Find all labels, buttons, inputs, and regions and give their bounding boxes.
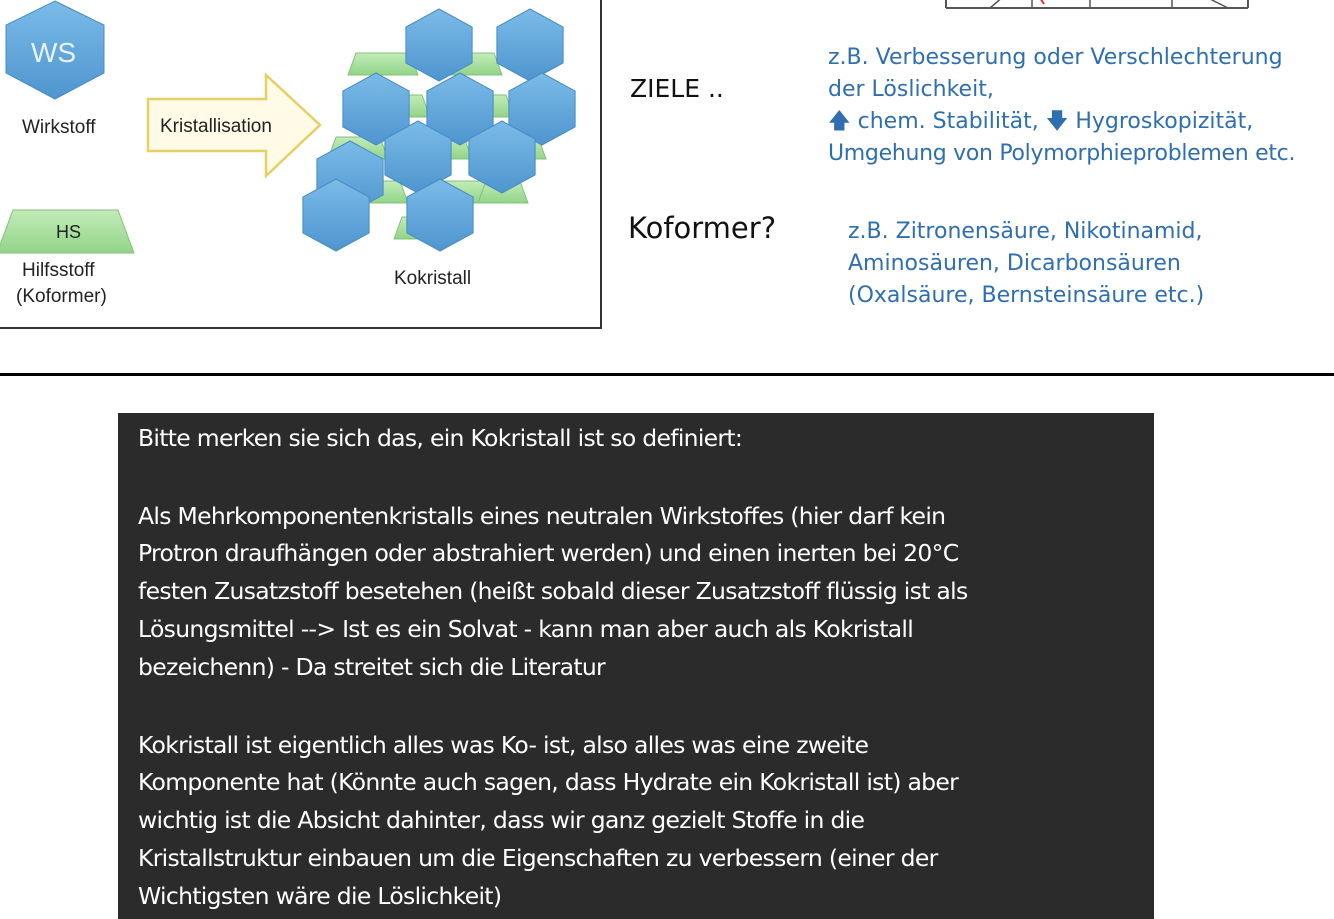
comment-p1-line: Protron draufhängen oder abstrahiert werden) und einen inerten bei 20°C (138, 539, 959, 567)
cocrystal-diagram (0, 0, 602, 329)
ziele-line-4: Umgehung von Polymorphieproblemen etc. (828, 141, 1296, 166)
koformer-line-2: Aminosäuren, Dicarbonsäuren (848, 251, 1181, 276)
cropped-figure-fragment (944, 0, 1252, 12)
ws-label: WS (31, 37, 77, 68)
ziele-line-1: z.B. Verbesserung oder Verschlechterung (828, 45, 1283, 70)
koformer-line-3: (Oxalsäure, Bernsteinsäure etc.) (848, 283, 1205, 308)
ziele-line-3 (828, 106, 1253, 138)
arrow-up-icon: 🡅 (828, 109, 851, 134)
comment-intro: Bitte merken sie sich das, ein Kokristall ist so definiert: (138, 424, 743, 452)
hs-label: HS (56, 222, 82, 242)
comment-p2-line: Kokristall ist eigentlich alles was Ko- ist, also alles was eine zweite (138, 731, 869, 759)
comment-p2-line: Kristallstruktur einbauen um die Eigenschaften zu verbessern (einer der (138, 844, 938, 872)
kokristall-label: Kokristall (394, 268, 472, 289)
lattice-hexagon (497, 9, 563, 81)
koformer-heading: Koformer? (628, 211, 777, 245)
comment-p2-line: wichtig ist die Absicht dahinter, dass wir ganz gezielt Stoffe in die (138, 806, 865, 834)
comment-p2-line: Komponente hat (Könnte auch sagen, dass Hydrate ein Kokristall ist) aber (138, 768, 959, 796)
kristallisation-label: Kristallisation (160, 116, 272, 137)
ziele-line-3-part1: chem. Stabilität, (857, 109, 1039, 134)
comment-p2-line: Wichtigsten wäre die Löslichkeit) (138, 882, 502, 910)
koformer-line-1: z.B. Zitronensäure, Nikotinamid, (848, 219, 1203, 244)
ziele-line-2: der Löslichkeit, (828, 77, 994, 102)
comment-box (118, 413, 1154, 919)
comment-p1-line: bezeichenn) - Da streitet sich die Literatur (138, 653, 606, 681)
comment-p1-line: festen Zusatzstoff besetehen (heißt sobald dieser Zusatzstoff flüssig ist als (138, 577, 968, 605)
comment-p1-line: Lösungsmittel --> Ist es ein Solvat - kann man aber auch als Kokristall (138, 615, 914, 643)
arrow-down-icon: 🡇 (1045, 109, 1069, 134)
comment-p1-line: Als Mehrkomponentenkristalls eines neutralen Wirkstoffes (hier darf kein (138, 502, 946, 530)
hilfsstoff-label: Hilfsstoff (22, 260, 95, 281)
section-divider (0, 373, 1334, 376)
koformer-label: (Koformer) (16, 286, 107, 307)
ziele-line-3-part2: Hygroskopizität, (1075, 109, 1254, 134)
ziele-heading: ZIELE .. (630, 74, 724, 103)
wirkstoff-label: Wirkstoff (22, 117, 96, 138)
